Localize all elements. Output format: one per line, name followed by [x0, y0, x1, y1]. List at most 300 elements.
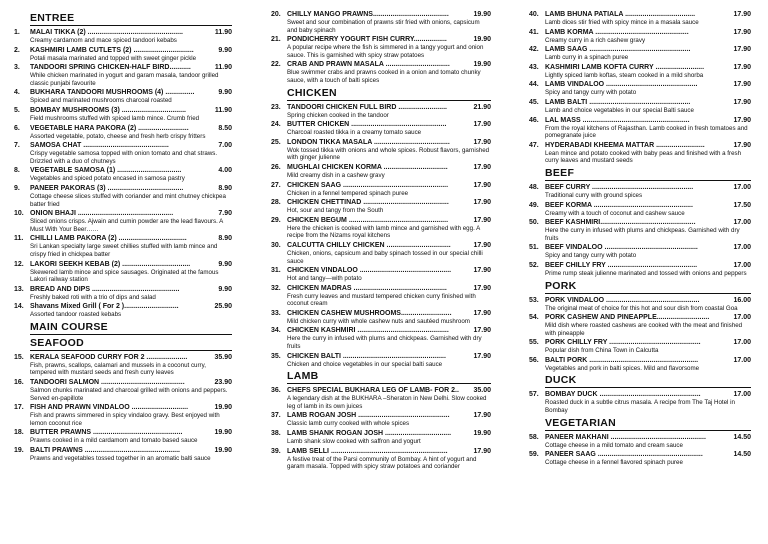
item-name: BEEF CURRY .................................................... — [545, 183, 694, 191]
item-name: LAMB KORMA ................................................ — [545, 28, 689, 36]
menu-item — [529, 243, 751, 260]
item-number: 25. — [271, 138, 281, 146]
menu-item — [271, 138, 491, 162]
item-name: LAMB ROGAN JOSH ............................................... — [287, 412, 450, 420]
item-price: 17.90 — [473, 241, 491, 249]
item-price: 19.90 — [473, 36, 491, 44]
section-heading: PORK — [545, 280, 751, 294]
item-price: 17.90 — [733, 63, 751, 71]
menu-item-header — [14, 403, 232, 412]
item-description: Chicken, onions, capsicum and baby spinach tossed in our special chilli sauce — [287, 249, 483, 265]
item-price: 17.90 — [473, 121, 491, 129]
menu-item — [529, 10, 751, 27]
menu-item-header — [271, 309, 491, 318]
item-description: Creamy curry in a rich cashew gravy — [545, 36, 646, 44]
item-name: TANDOORI SPRING CHICKEN-HALF BIRD........... — [30, 64, 191, 72]
menu-item-header — [529, 141, 751, 150]
item-price: 17.90 — [473, 138, 491, 146]
item-name: LAL MASS ....................................................... — [545, 116, 690, 124]
item-name: KERALA SEAFOOD CURRY FOR 2 ..................... — [30, 353, 188, 361]
item-description: Traditional curry with ground spices — [545, 191, 643, 199]
item-description: Spicy and tangy curry with potato — [545, 252, 637, 260]
menu-item-header — [271, 216, 491, 225]
menu-item — [14, 88, 232, 105]
menu-item-header — [271, 103, 491, 112]
item-description: Prime rump steak julienne marinated and tossed with onions and peppers — [545, 269, 747, 277]
menu-item-header — [271, 198, 491, 207]
menu-item — [529, 28, 751, 45]
menu-item-header — [529, 63, 751, 72]
menu-item — [271, 429, 491, 446]
item-number: 3. — [14, 64, 20, 72]
item-description: Lamb and choice vegetables in our special Balti sauce — [545, 106, 694, 114]
menu-item — [14, 63, 232, 87]
menu-item — [529, 261, 751, 278]
item-name: CHICKEN CHETTINAD ............................................ — [287, 199, 449, 207]
item-number: 31. — [271, 267, 281, 275]
item-number: 32. — [271, 284, 281, 292]
menu-item — [14, 234, 232, 258]
item-number: 21. — [271, 36, 281, 44]
item-number: 5. — [14, 106, 20, 114]
item-name: HYDERABADI KHEEMA MATTAR ......................... — [545, 141, 705, 149]
menu-item-header — [529, 450, 751, 459]
item-number: 26. — [271, 163, 281, 171]
item-name: BEEF VINDALOO ................................................ — [545, 244, 698, 252]
menu-item — [529, 390, 751, 414]
item-description: Hot and tangy—with potato — [287, 275, 362, 283]
menu-item-header — [529, 356, 751, 365]
menu-item-header — [14, 302, 232, 311]
item-price: 17.90 — [733, 11, 751, 18]
item-price: 11.90 — [214, 64, 232, 72]
menu-item-header — [529, 201, 751, 210]
item-price: 17.00 — [733, 314, 751, 322]
item-name: VEGETABLE SAMOSA (1) ................................. — [30, 167, 182, 175]
section-heading: MAIN COURSE — [30, 321, 232, 335]
item-price: 17.50 — [733, 201, 751, 209]
item-price: 19.90 — [214, 429, 232, 437]
item-number: 48. — [529, 183, 539, 191]
item-number: 28. — [271, 199, 281, 207]
menu-item-header — [14, 234, 232, 243]
item-name: CHEFS SPECIAL BUKHARA LEG OF LAMB- FOR 2.. — [287, 387, 459, 395]
item-description: Wok tossed tikka with onions and whole spices. Robust flavors, garnished with ginger julienne — [287, 146, 490, 162]
menu-item — [529, 450, 751, 467]
item-description: Assorted tandoor roasted kebabs — [30, 311, 122, 319]
menu-item — [271, 309, 491, 326]
item-price: 17.90 — [473, 352, 491, 360]
item-description: Mild dish where roasted cashews are cooked with the meat and finished with pineapple — [545, 322, 743, 337]
menu-item-header — [529, 296, 751, 305]
item-number: 23. — [271, 103, 281, 111]
item-description: Vegetables and spiced potato encased in samosa pastry — [30, 175, 185, 183]
item-description: Prawns cooked in a mild cardamom and tomato based sauce — [30, 437, 198, 445]
menu-column-2 — [271, 10, 491, 472]
menu-item — [271, 10, 491, 34]
menu-item-header — [529, 218, 751, 227]
item-price: 17.00 — [733, 261, 751, 269]
item-description: Salmon chunks marinated and charcoal grilled with onions and peppers. Served en-papillote — [30, 387, 228, 402]
item-name: BEEF KORMA ................................................... — [545, 201, 693, 209]
menu-item-header — [529, 80, 751, 89]
item-number: 35. — [271, 352, 281, 360]
item-price: 8.90 — [218, 184, 232, 192]
item-description: Mild creamy dish in a cashew gravy — [287, 171, 385, 179]
menu-item — [271, 35, 491, 59]
item-price: 17.90 — [733, 141, 751, 149]
menu-item — [271, 181, 491, 198]
item-number: 12. — [14, 260, 24, 268]
menu-item-header — [271, 10, 491, 19]
item-number: 42. — [529, 46, 539, 54]
item-number: 10. — [14, 210, 24, 218]
item-description: A popular recipe where the fish is simmered in a tangy yogurt and onion sauce. This is garnished with spicy straw potatoes — [287, 44, 484, 59]
item-name: KASHMIRI LAMB KOFTA CURRY ......................... — [545, 63, 705, 71]
menu-item — [14, 141, 232, 165]
menu-item-header — [271, 411, 491, 420]
menu-item-header — [271, 352, 491, 361]
menu-item — [14, 378, 232, 402]
item-description: While chicken marinated in yogurt and garam masala, tandoor grilled classic punjabi favourite — [30, 72, 219, 87]
item-number: 19. — [14, 447, 24, 455]
item-description: Blue swimmer crabs and prawns cooked in a onion and tomato chunky sauce, with a touch of balti spices — [287, 69, 481, 84]
item-price: 17.90 — [733, 28, 751, 36]
item-name: BUTTER PRAWNS .............................................. — [30, 429, 183, 437]
item-price: 25.90 — [214, 303, 232, 311]
menu-item — [14, 46, 232, 63]
item-description: Cottage cheese slices stuffed with coriander and mint chutney chickpea batter fried — [30, 192, 226, 208]
item-name: CALCUTTA CHILLY CHICKEN ................................. — [287, 241, 451, 249]
item-price: 35.90 — [214, 353, 232, 361]
menu-item-header — [271, 120, 491, 129]
item-number: 33. — [271, 309, 281, 317]
item-description: Hot, sour and tangy from the South — [287, 207, 384, 215]
item-price: 7.90 — [218, 210, 232, 218]
item-name: MUGHLAI CHICKEN KORMA ................................. — [287, 163, 448, 171]
item-number: 53. — [529, 296, 539, 304]
item-description: Cottage cheese in a mild tomato and cream sauce — [545, 441, 683, 449]
item-price: 14.50 — [733, 433, 751, 441]
item-description: The original meat of choice for this hot and sour dish from coastal Goa — [545, 304, 738, 312]
item-price: 9.90 — [218, 260, 232, 268]
item-number: 34. — [271, 327, 281, 335]
item-name: BOMBAY DUCK .................................................... — [545, 391, 701, 399]
menu-item — [529, 356, 751, 373]
menu-item — [529, 183, 751, 200]
menu-item — [529, 338, 751, 355]
item-name: VEGETABLE HARA PAKORA (2) .......................... — [30, 124, 189, 132]
item-price: 4.00 — [218, 167, 232, 175]
menu-item-header — [14, 260, 232, 269]
menu-item-header — [271, 429, 491, 438]
menu-item — [529, 141, 751, 165]
item-description: Sri Lankan specialty large sweet chillies stuffed with lamb mince and crispy fried in chickpea batter — [30, 243, 218, 258]
menu-item-header — [14, 353, 232, 362]
menu-item-header — [529, 261, 751, 270]
menu-item-header — [14, 124, 232, 133]
section-heading: VEGETARIAN — [545, 417, 751, 431]
item-name: MALAI TIKKA (2) ................................................. — [30, 29, 183, 36]
menu-item — [14, 353, 232, 377]
item-number: 15. — [14, 353, 24, 361]
item-number: 14. — [14, 303, 24, 311]
section-heading: LAMB — [287, 370, 491, 384]
item-description: Sliced onions crisps. Ajwain and cumin powder are the lead flavours. A Must With Your Beer…… — [30, 218, 223, 233]
item-number: 46. — [529, 116, 539, 124]
item-number: 55. — [529, 339, 539, 347]
item-name: LAKORI SEEKH KEBAB (2) ................................... — [30, 260, 191, 268]
menu-item-header — [529, 338, 751, 347]
item-price: 11.90 — [214, 29, 232, 36]
item-description: Classic lamb curry cooked with whole spices — [287, 420, 410, 428]
item-number: 2. — [14, 46, 20, 54]
item-description: Assorted vegetable, potato, cheese and fresh herb crispy fritters — [30, 132, 206, 140]
item-price: 11.90 — [214, 106, 232, 114]
item-price: 8.90 — [218, 235, 232, 243]
item-number: 27. — [271, 181, 281, 189]
menu-item-header — [271, 386, 491, 395]
menu-item — [529, 80, 751, 97]
item-number: 39. — [271, 447, 281, 455]
item-number: 38. — [271, 430, 281, 438]
item-number: 45. — [529, 98, 539, 106]
item-number: 49. — [529, 201, 539, 209]
item-description: Lightly spiced lamb koftas, steam cooked in a mild shorba — [545, 71, 704, 79]
item-name: LONDON TIKKA MASALA ....................................... — [287, 138, 450, 146]
item-number: 56. — [529, 356, 539, 364]
item-description: Chicken and choice vegetables in our special balti sauce — [287, 360, 443, 368]
item-price: 19.90 — [473, 11, 491, 18]
item-number: 7. — [14, 142, 20, 150]
item-name: PORK CHILLY FRY ............................................... — [545, 339, 701, 347]
item-price: 17.90 — [733, 46, 751, 54]
menu-item-header — [14, 63, 232, 72]
item-price: 19.90 — [214, 447, 232, 455]
item-number: 11. — [14, 235, 24, 243]
item-description: Mild chicken curry with whole cashew nuts and sautéed mushroom — [287, 317, 470, 325]
item-number: 50. — [529, 219, 539, 227]
menu-item-header — [14, 184, 232, 193]
item-description: Potali masala marinated and topped with sweet ginger pickle — [30, 54, 197, 62]
menu-item-header — [529, 433, 751, 442]
item-name: BREAD AND DIPS ............................................. — [30, 285, 180, 293]
item-name: Shavans Mixed Grill ( For 2 )............................ — [30, 303, 179, 311]
menu-item — [271, 411, 491, 428]
item-description: Prawns and vegetables tossed together in an aromatic balti sauce — [30, 455, 211, 463]
menu-item — [271, 120, 491, 137]
item-description: Crispy vegetable samosa topped with onion tomato and chat straws. Drizzled with a duo of chutneys — [30, 150, 218, 165]
section-heading: CHICKEN — [287, 87, 491, 101]
menu-item-header — [529, 28, 751, 37]
item-price: 17.90 — [733, 116, 751, 124]
menu-item-header — [14, 46, 232, 55]
item-description: From the royal kitchens of Rajasthan. Lamb cooked in fresh tomatoes and pomegranate juice — [545, 124, 748, 140]
item-price: 19.90 — [473, 430, 491, 438]
item-price: 17.90 — [473, 284, 491, 292]
item-name: CHICKEN VINDALOO ............................................... — [287, 267, 452, 275]
item-price: 17.90 — [473, 309, 491, 317]
menu-item-header — [271, 35, 491, 44]
item-price: 17.90 — [473, 216, 491, 224]
item-price: 17.00 — [733, 339, 751, 347]
item-name: TANDOORI SALMON ........................................... — [30, 379, 185, 387]
item-description: Here the curry in infused with plums and chickpeas. Garnished with dry fruits — [545, 227, 740, 242]
menu-column-1 — [14, 10, 232, 464]
menu-item — [14, 209, 232, 233]
menu-item-header — [529, 313, 751, 322]
menu-item — [14, 28, 232, 45]
item-name: LAMB BALTI .................................................... — [545, 98, 691, 106]
item-description: A festive treat of the Parsi community of Bombay. A hint of yogurt and garam masala. Topped with spicy straw potatoes and coriander — [287, 455, 477, 471]
item-description: Spiced and marinated mushrooms charcoal roasted — [30, 97, 172, 105]
menu-item-header — [271, 138, 491, 147]
item-price: 17.90 — [473, 163, 491, 171]
menu-item-header — [529, 10, 751, 19]
item-number: 6. — [14, 124, 20, 132]
item-name: CHICKEN MADRAS ................................................ — [287, 284, 447, 292]
menu-item — [529, 201, 751, 218]
item-name: SAMOSA CHAT ............................................ — [30, 142, 169, 150]
item-description: Sweet and sour combination of prawns stir fried with onions, capsicum and baby spinach — [287, 19, 480, 34]
item-price: 17.90 — [473, 447, 491, 455]
item-description: Roasted duck in a subtle citrus masala. A recipe from The Taj Hotel in Bombay — [545, 399, 735, 415]
menu-item — [14, 184, 232, 208]
menu-item — [14, 106, 232, 123]
item-price: 17.90 — [733, 81, 751, 89]
item-number: 30. — [271, 241, 281, 249]
menu-item — [529, 218, 751, 242]
menu-item-header — [14, 141, 232, 150]
menu-item — [529, 45, 751, 62]
menu-item-header — [271, 447, 491, 456]
item-price: 17.90 — [473, 412, 491, 420]
item-number: 24. — [271, 121, 281, 129]
item-number: 8. — [14, 167, 20, 175]
item-number: 36. — [271, 387, 281, 395]
item-description: Popular dish from China Town in Calcutta — [545, 347, 659, 355]
item-description: Chicken in a fennel tempered spinach puree — [287, 189, 409, 197]
item-number: 51. — [529, 244, 539, 252]
item-price: 17.00 — [733, 219, 751, 227]
item-number: 1. — [14, 29, 20, 36]
menu-item — [271, 266, 491, 283]
menu-item — [14, 285, 232, 302]
item-price: 7.00 — [218, 142, 232, 150]
item-number: 58. — [529, 433, 539, 441]
menu-item-header — [14, 428, 232, 437]
item-description: Spring chicken cooked in the tandoor — [287, 111, 389, 119]
menu-item — [14, 260, 232, 284]
menu-item-header — [271, 181, 491, 190]
menu-item — [14, 428, 232, 445]
item-name: CRAB AND PRAWN MASALA ................................. — [287, 61, 450, 69]
item-price: 17.00 — [733, 244, 751, 252]
item-name: BUKHARA TANDOORI MUSHROOMS (4) ............... — [30, 89, 195, 97]
section-heading: DUCK — [545, 374, 751, 388]
item-number: 43. — [529, 63, 539, 71]
item-price: 16.00 — [733, 296, 751, 304]
item-name: LAMB SELLI ............................................................ — [287, 447, 448, 455]
item-price: 17.90 — [473, 267, 491, 275]
item-price: 17.00 — [733, 356, 751, 364]
item-description: Fish and prawns simmered in spicy vindaloo gravy. Best enjoyed with lemon coconut rice — [30, 412, 220, 427]
section-heading: SEAFOOD — [30, 337, 232, 351]
item-number: 44. — [529, 81, 539, 89]
item-price: 8.50 — [218, 124, 232, 132]
item-price: 21.90 — [473, 103, 491, 111]
menu-item — [529, 296, 751, 313]
menu-item-header — [14, 166, 232, 175]
menu-item-header — [271, 266, 491, 275]
item-name: KASHMIRI LAMB CUTLETS (2) ............................... — [30, 46, 194, 54]
item-description: Fresh curry leaves and mustard tempered chicken curry finished with coconut cream — [287, 292, 476, 308]
menu-item — [271, 386, 491, 410]
item-description: Charcoal roasted tikka in a creamy tomato sauce — [287, 129, 422, 137]
item-description: Lean mince and potato cooked with baby peas and finished with a fresh curry leaves and mustard seeds — [545, 149, 742, 165]
menu-item-header — [14, 446, 232, 455]
item-name: LAMB BHUNA PATIALA .................................... — [545, 11, 696, 18]
menu-item — [14, 166, 232, 183]
item-description: Spicy and tangy curry with potato — [545, 89, 637, 97]
menu-item-header — [271, 163, 491, 172]
menu-item-header — [14, 106, 232, 115]
item-description: Fish, prawns, scallops, calamari and mussels in a coconut curry, tempered with mustard seeds and fresh curry leaves — [30, 361, 206, 377]
menu-item-header — [529, 243, 751, 252]
menu-item-header — [14, 28, 232, 37]
item-name: BOMBAY MUSHROOMS (3) ................................. — [30, 106, 186, 114]
item-name: ONION BHAJI ................................................. — [30, 210, 174, 218]
item-number: 22. — [271, 61, 281, 69]
item-name: BALTI PORK ........................................................ — [545, 356, 699, 364]
item-description: Skewered lamb mince and spice sausages. Originated at the famous Lakori railway station — [30, 268, 219, 284]
menu-item-header — [14, 88, 232, 97]
menu-item — [14, 403, 232, 427]
menu-item — [529, 63, 751, 80]
menu-item-header — [14, 285, 232, 294]
item-price: 19.90 — [473, 61, 491, 69]
menu-item-header — [14, 378, 232, 387]
menu-item-header — [271, 60, 491, 69]
menu-item — [271, 326, 491, 350]
item-number: 4. — [14, 89, 20, 97]
menu-item-header — [529, 45, 751, 54]
item-name: BUTTER CHICKEN ................................................. — [287, 121, 447, 129]
item-name: CHILLY MANGO PRAWNS....................................... — [287, 11, 449, 18]
item-description: Cottage cheese in a fennel flavored spinach puree — [545, 459, 683, 467]
menu-item-header — [14, 209, 232, 218]
item-description: Here the chicken is cooked with lamb mince and garnished with egg. A recipe from the Nizams royal kitchens — [287, 224, 480, 240]
menu-item — [271, 352, 491, 369]
item-price: 19.90 — [214, 404, 232, 412]
item-description: Field mushrooms stuffed with spiced lamb mince. Crumb fried — [30, 114, 200, 122]
item-number: 47. — [529, 141, 539, 149]
item-price: 35.00 — [473, 387, 491, 395]
item-name: CHICKEN CASHEW MUSHROOMS.......................... — [287, 309, 452, 317]
menu-item — [14, 124, 232, 141]
section-heading: BEEF — [545, 167, 751, 181]
item-name: CHICKEN KASHMIRI ............................................... — [287, 327, 449, 335]
menu-item — [271, 198, 491, 215]
item-number: 59. — [529, 451, 539, 459]
menu-item — [271, 447, 491, 471]
item-description: Here the curry in infused with plums and chickpeas. Garnished with dry fruits — [287, 335, 482, 351]
item-number: 54. — [529, 314, 539, 322]
item-description: Creamy cardamom and mace spiced tandoori kebabs — [30, 37, 177, 44]
item-description: Vegetables and pork in balti spices. Mild and flavorsome — [545, 364, 700, 372]
menu-item — [271, 103, 491, 120]
item-name: CHICKEN BEGUM ................................................... — [287, 216, 449, 224]
